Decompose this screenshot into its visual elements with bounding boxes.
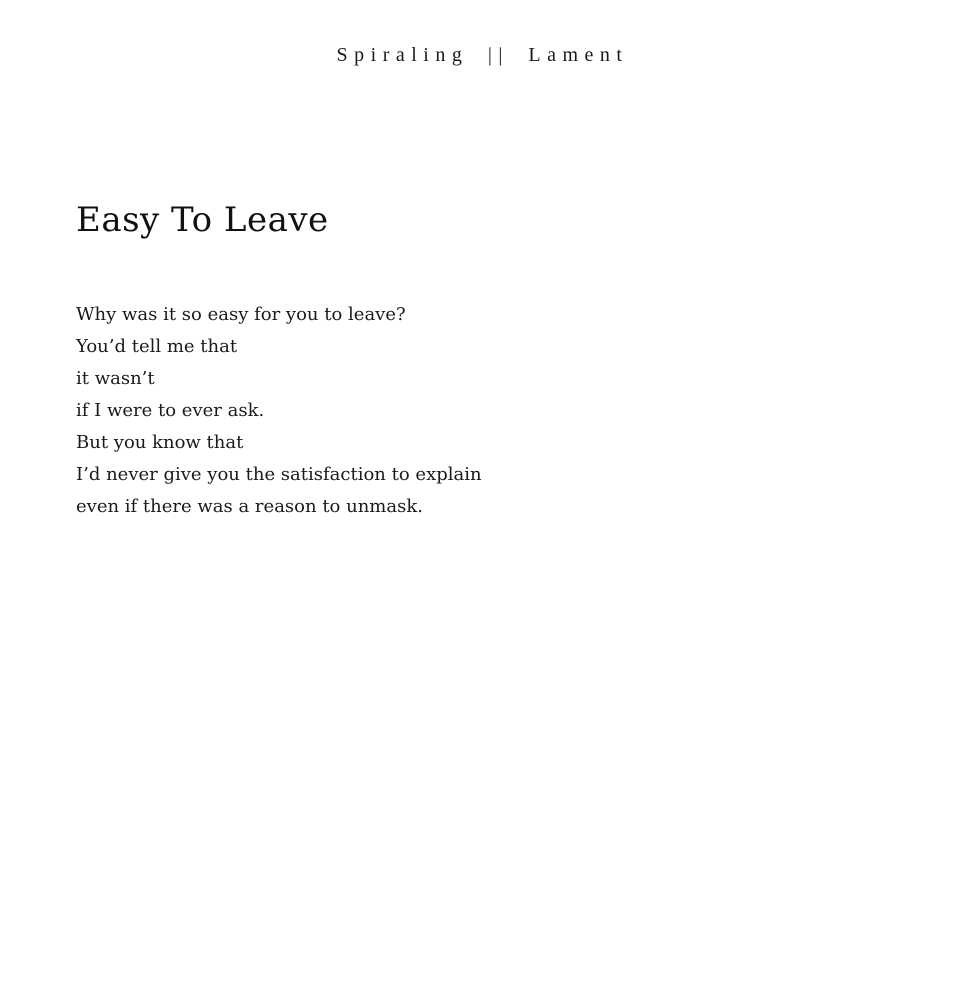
poem-line: But you know that <box>76 432 244 453</box>
site-title-right: Lament <box>528 44 629 66</box>
poem-line: even if there was a reason to unmask. <box>76 496 423 517</box>
site-title-left: Spiraling <box>336 44 469 66</box>
poem-line: I’d never give you the satisfaction to explain <box>76 464 482 485</box>
site-title-link[interactable] <box>331 44 629 67</box>
poem-title: Easy To Leave <box>76 200 329 240</box>
poem-line: if I were to ever ask. <box>76 400 265 421</box>
poem-post <box>76 196 776 523</box>
poem-line: You’d tell me that <box>76 336 238 357</box>
site-title-separator: || <box>487 44 509 66</box>
poem-line: it wasn’t <box>76 368 155 389</box>
poem-body <box>76 299 776 523</box>
poem-line: Why was it so easy for you to leave? <box>76 304 406 325</box>
site-header <box>0 44 959 67</box>
